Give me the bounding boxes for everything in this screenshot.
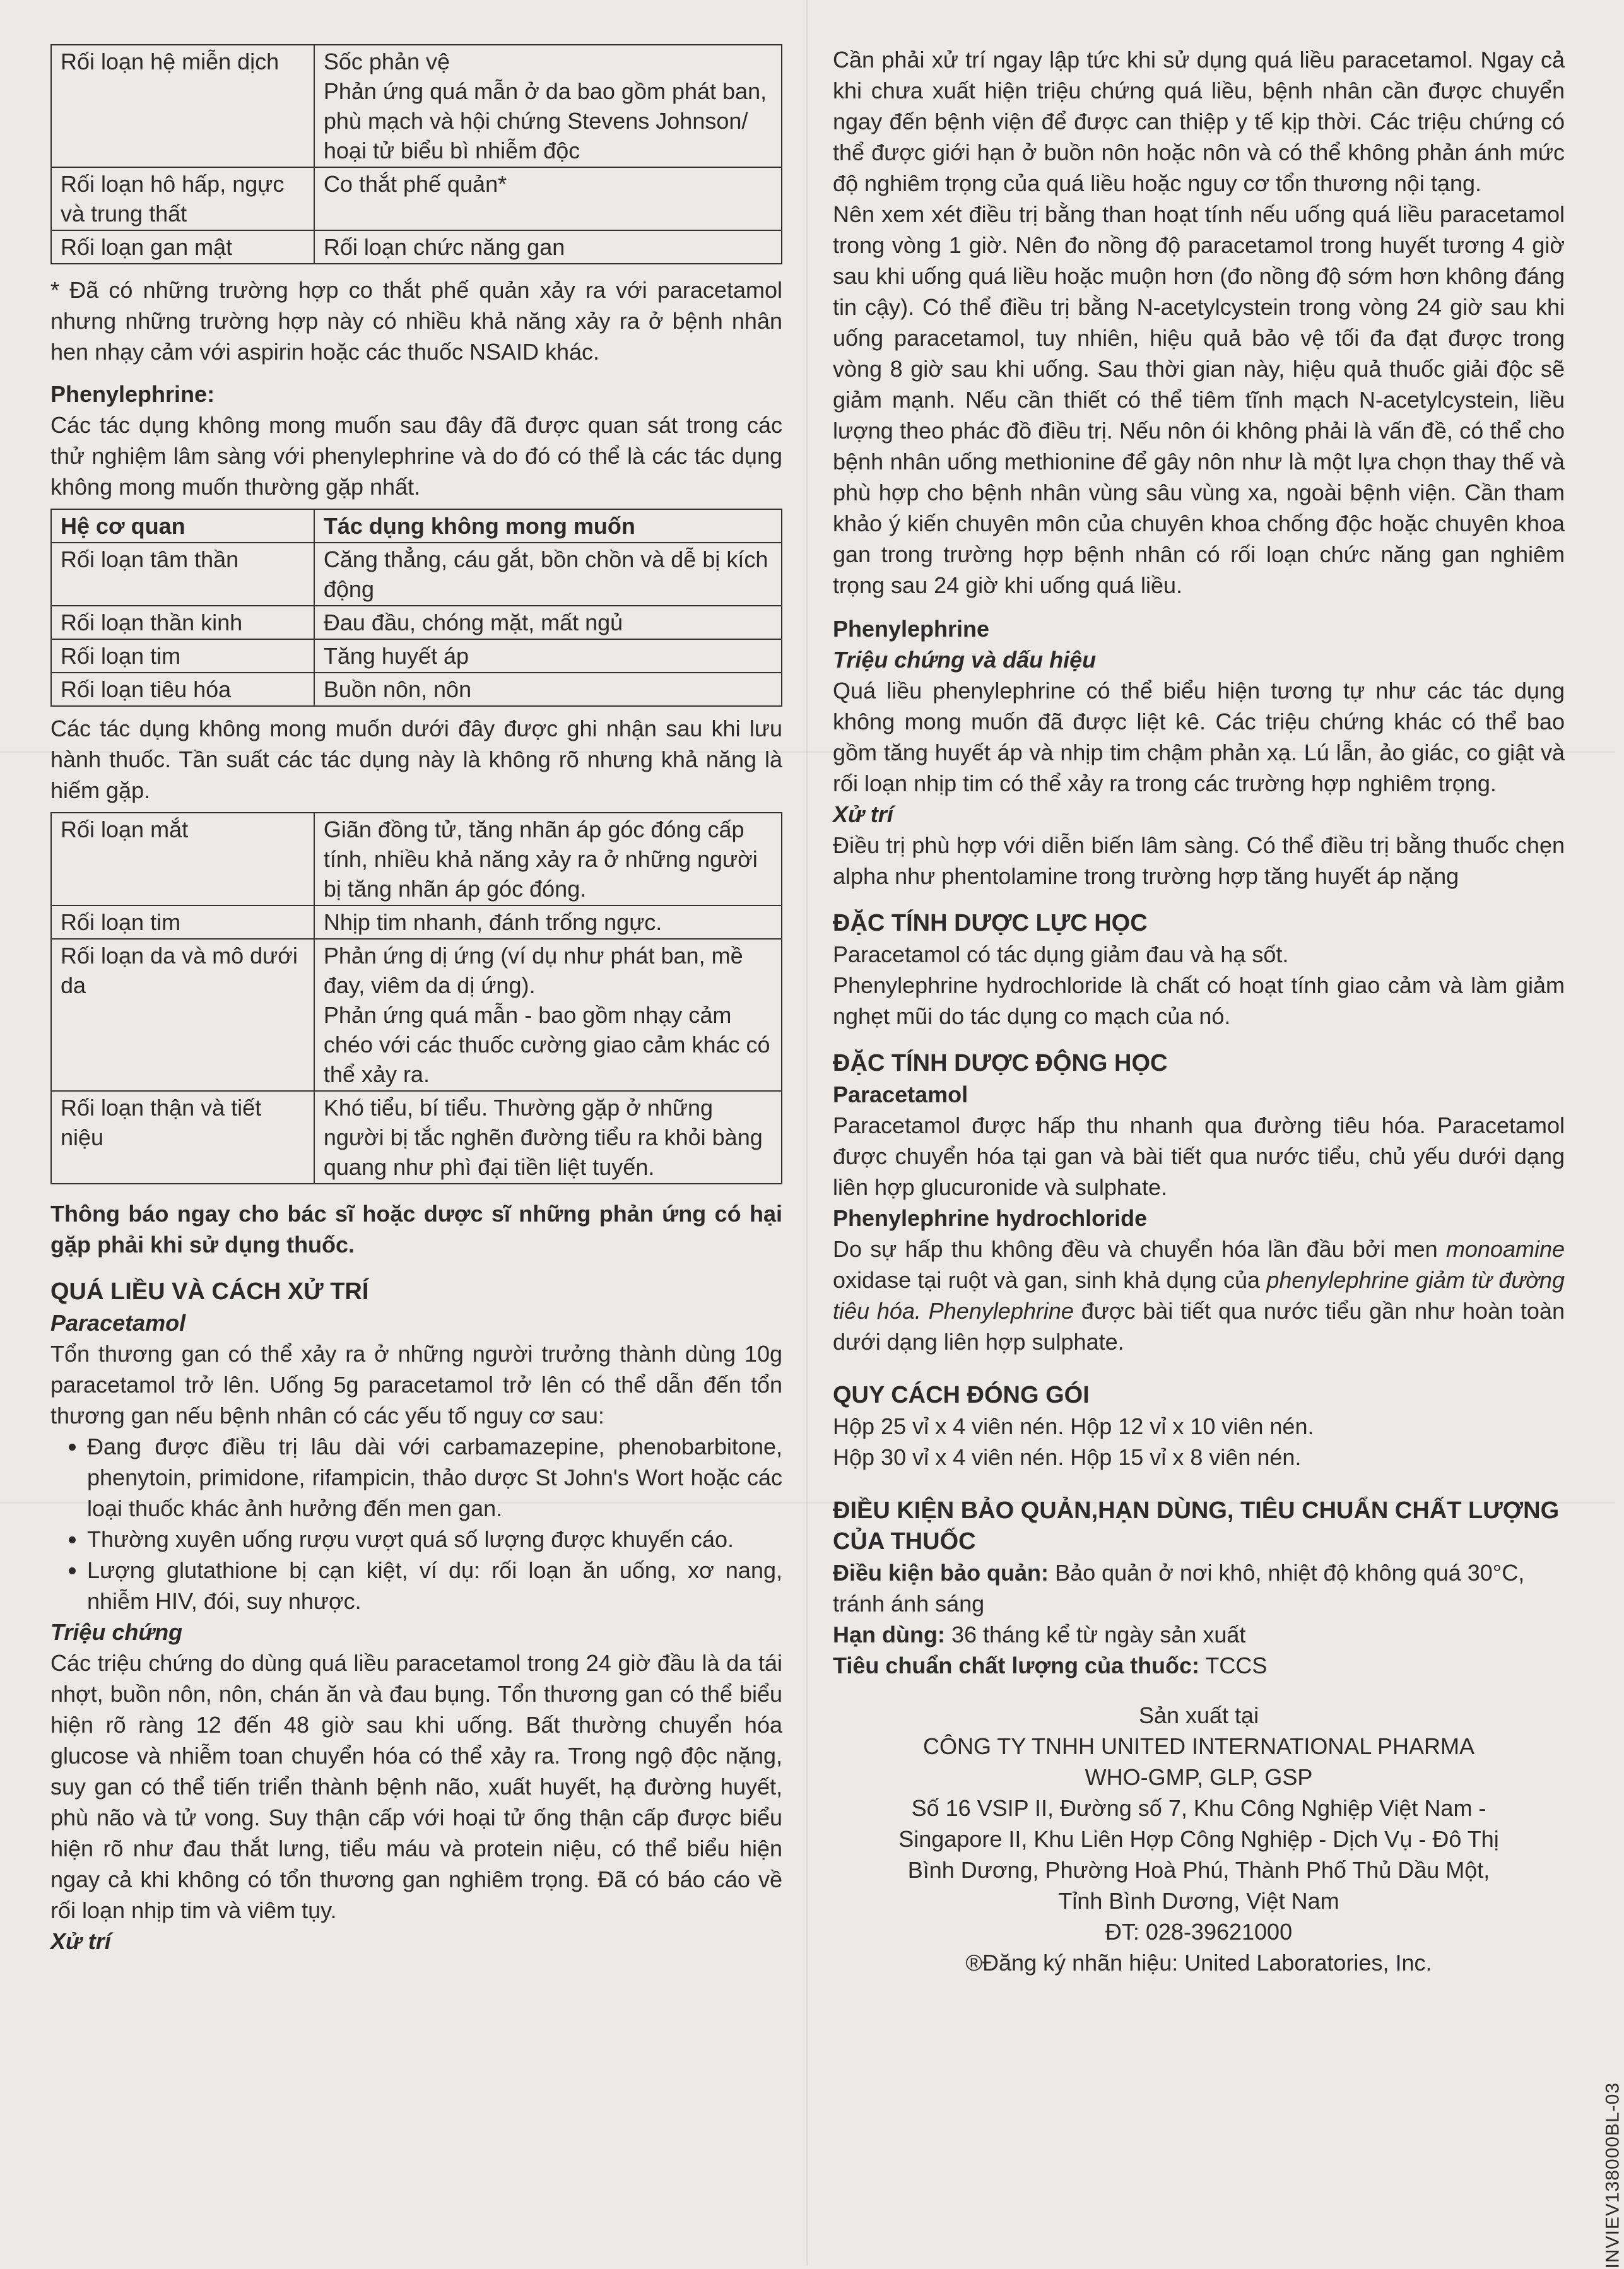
- overdose-management-text-1: Cần phải xử trí ngay lập tức khi sử dụng quá liều paracetamol. Ngay cả khi chưa xuất hiện triệu chứng quá liều, bệnh nhân cần được chuyển ngay đến bệnh viện để được can thiệp y tế kịp thời. Các triệu chứng có thể được giới hạn ở buồn nôn hoặc nôn và có thể không phản ánh mức độ nghiêm trọng của quá liều hoặc nguy cơ tổn thương nội tạng.: [833, 47, 1565, 196]
- table-row: [51, 673, 782, 706]
- effect-line: Phản ứng quá mẫn ở da bao gồm phát ban, phù mạch và hội chứng Stevens Johnson/ hoại tử biểu bì nhiễm độc: [323, 78, 767, 163]
- organ-cell: Rối loạn da và mô dưới da: [51, 939, 314, 1091]
- list-item: • Đang được điều trị lâu dài với carbamazepine, phenobarbitone, phenytoin, primidone, rifampicin, thảo dược St John's Wort hoặc các loại thuốc khác ảnh hưởng đến men gan.: [87, 1431, 782, 1524]
- effect-cell: Rối loạn chức năng gan: [314, 230, 782, 264]
- shelf-life: [833, 1619, 1565, 1650]
- table-row: [51, 167, 782, 230]
- packaging-line: Hộp 25 vỉ x 4 viên nén. Hộp 12 vỉ x 10 viên nén.: [833, 1413, 1314, 1439]
- trademark-note: ®Đăng ký nhãn hiệu: United Laboratories, Inc.: [965, 1950, 1432, 1976]
- field-value: TCCS: [1205, 1653, 1268, 1678]
- storage-heading: ĐIỀU KIỆN BẢO QUẢN,HẠN DÙNG, TIÊU CHUẨN CHẤT LƯỢNG CỦA THUỐC: [833, 1497, 1560, 1555]
- pharmacokinetics-heading: ĐẶC TÍNH DƯỢC ĐỘNG HỌC: [833, 1050, 1168, 1076]
- organ-cell: Rối loạn tâm thần: [51, 543, 314, 606]
- effect-cell: Nhịp tim nhanh, đánh trống ngực.: [314, 905, 782, 939]
- effect-cell: Co thắt phế quản*: [314, 167, 782, 230]
- manufacturer-address-line: Singapore II, Khu Liên Hợp Công Nghiệp - Dịch Vụ - Đô Thị: [898, 1826, 1499, 1852]
- manufacturer-address-line: Tỉnh Bình Dương, Việt Nam: [1058, 1888, 1339, 1914]
- pharmacodynamics-text-2: Phenylephrine hydrochloride là chất có hoạt tính giao cảm và làm giảm nghẹt mũi do tác dụng co mạch của nó.: [833, 972, 1565, 1029]
- field-value: 36 tháng kể từ ngày sản xuất: [951, 1622, 1246, 1647]
- document-code: INVIEV138000BL-03: [1603, 2082, 1623, 2269]
- manufacturer-label: Sản xuất tại: [1138, 1702, 1259, 1728]
- overdose-heading: QUÁ LIỀU VÀ CÁCH XỬ TRÍ: [50, 1278, 369, 1305]
- phenylephrine-signs-subheading: Triệu chứng và dấu hiệu: [833, 647, 1097, 673]
- field-label: Hạn dùng:: [833, 1622, 945, 1647]
- pharmacodynamics-heading: ĐẶC TÍNH DƯỢC LỰC HỌC: [833, 910, 1148, 936]
- organ-cell: Rối loạn tim: [51, 639, 314, 673]
- pk-paracetamol-text: Paracetamol được hấp thu nhanh qua đường tiêu hóa. Paracetamol được chuyển hóa tại gan và bài tiết qua nước tiểu, chủ yếu dưới dạng liên hợp glucuronide và sulphate.: [833, 1112, 1565, 1200]
- effect-line: Phản ứng dị ứng (ví dụ như phát ban, mề đay, viêm da dị ứng).: [323, 943, 743, 998]
- table-row: [51, 606, 782, 639]
- organ-cell: Rối loạn tim: [51, 905, 314, 939]
- manufacturer-phone: ĐT: 028-39621000: [1105, 1919, 1293, 1945]
- pk-paracetamol-heading: Paracetamol: [833, 1081, 968, 1107]
- postmarketing-adverse-table: [50, 812, 782, 1184]
- text-run: được bài tiết qua nước tiểu gần như hoàn toàn dưới dạng liên hợp sulphate.: [833, 1298, 1565, 1355]
- symptoms-text: Các triệu chứng do dùng quá liều paracetamol trong 24 giờ đầu là da tái nhợt, buồn nôn, nôn, chán ăn và đau bụng. Tổn thương gan có thể biểu hiện rõ ràng 12 đến 48 giờ sau khi uống. Bất thường chuyển hóa glucose và nhiễm toan chuyển hóa có thể xảy ra. Trong ngộ độc nặng, suy gan có thể tiến triển thành bệnh não, xuất huyết, hạ đường huyết, phù não và tử vong. Suy thận cấp với hoại tử ống thận cấp được biểu hiện rõ như đau thắt lưng, tiểu máu và protein niệu, có thể biểu hiện ngay cả khi không có tổn thương gan nghiêm trọng. Đã có báo cáo về rối loạn nhịp tim và viêm tụy.: [50, 1650, 782, 1923]
- packaging-heading: QUY CÁCH ĐÓNG GÓI: [833, 1382, 1090, 1408]
- effect-cell: [314, 45, 782, 167]
- manufacturer-certifications: WHO-GMP, GLP, GSP: [1085, 1764, 1313, 1790]
- management-subheading: Xử trí: [50, 1928, 111, 1954]
- table-row: [51, 939, 782, 1091]
- effect-cell: Đau đầu, chóng mặt, mất ngủ: [314, 606, 782, 639]
- report-notice: Thông báo ngay cho bác sĩ hoặc dược sĩ những phản ứng có hại gặp phải khi sử dụng thuốc.: [50, 1201, 782, 1258]
- phenylephrine-management-text: Điều trị phù hợp với diễn biến lâm sàng. Có thể điều trị bằng thuốc chẹn alpha như phentolamine trong trường hợp tăng huyết áp nặng: [833, 832, 1565, 889]
- storage-condition: [833, 1557, 1565, 1619]
- paper-fold-vertical: [806, 0, 808, 2266]
- manufacturer-address-line: Bình Dương, Phường Hoà Phú, Thành Phố Thủ Dầu Một,: [907, 1857, 1490, 1883]
- manufacturer-block: [833, 1700, 1565, 1978]
- effect-cell: [314, 939, 782, 1091]
- organ-cell: Rối loạn thận và tiết niệu: [51, 1091, 314, 1184]
- symptoms-subheading: Triệu chứng: [50, 1619, 183, 1645]
- field-label: Điều kiện bảo quản:: [833, 1560, 1049, 1586]
- table-row: [51, 639, 782, 673]
- phenylephrine-intro: Các tác dụng không mong muốn sau đây đã được quan sát trong các thử nghiệm lâm sàng với phenylephrine và do đó có thể là các tác dụng không mong muốn thường gặp nhất.: [50, 412, 782, 500]
- table-row: [51, 813, 782, 905]
- phenylephrine-signs-text: Quá liều phenylephrine có thể biểu hiện tương tự như các tác dụng không mong muốn đã được liệt kê. Các triệu chứng khác có thể bao gồm tăng huyết áp và nhịp tim chậm phản xạ. Lú lẫn, ảo giác, co giật và rối loạn nhịp tim có thể xảy ra trong các trường hợp nghiêm trọng.: [833, 678, 1565, 796]
- text-run: monoamine: [1445, 1236, 1565, 1262]
- pk-phenylephrine-text: [833, 1234, 1565, 1357]
- effect-cell: Tăng huyết áp: [314, 639, 782, 673]
- phenylephrine-overdose-heading: Phenylephrine: [833, 616, 990, 642]
- text-run: phenylephrine giảm từ đường tiêu hóa. Phenylephrine: [833, 1267, 1565, 1324]
- organ-cell: Rối loạn hô hấp, ngực và trung thất: [51, 167, 314, 230]
- manufacturer-address-line: Số 16 VSIP II, Đường số 7, Khu Công Nghiệp Việt Nam -: [911, 1795, 1486, 1821]
- effect-cell: Giãn đồng tử, tăng nhãn áp góc đóng cấp tính, nhiều khả năng xảy ra ở những người bị tăng nhãn áp góc đóng.: [314, 813, 782, 905]
- pharmacodynamics-text-1: Paracetamol có tác dụng giảm đau và hạ sốt.: [833, 941, 1289, 967]
- list-item: • Thường xuyên uống rượu vượt quá số lượng được khuyến cáo.: [87, 1524, 782, 1555]
- text-run: oxidase tại ruột và gan, sinh khả dụng của: [833, 1267, 1267, 1293]
- effect-cell: Khó tiểu, bí tiểu. Thường gặp ở những người bị tắc nghẽn đường tiểu ra khỏi bàng quang như phì đại tiền liệt tuyến.: [314, 1091, 782, 1184]
- column-header: Hệ cơ quan: [51, 509, 314, 543]
- overdose-management-text-2: Nên xem xét điều trị bằng than hoạt tính nếu uống quá liều paracetamol trong vòng 1 giờ. Nên đo nồng độ paracetamol trong huyết tương 4 giờ sau khi uống quá liều hoặc muộn hơn (đo nồng độ sớm hơn không đáng tin cậy). Có thể điều trị bằng N-acetylcystein trong vòng 24 giờ sau khi uống paracetamol, tuy nhiên, hiệu quả bảo vệ tối đa đạt được trong vòng 8 giờ sau khi uống. Sau thời gian này, hiệu quả thuốc giải độc sẽ giảm mạnh. Nếu cần thiết có thể tiêm tĩnh mạch N-acetylcystein, liều lượng theo phác đồ điều trị. Nếu nôn ói không phải là vấn đề, có thể cho bệnh nhân uống methionine để gây nôn như là một lựa chọn thay thế và phù hợp cho bệnh nhân vùng sâu vùng xa, ngoài bệnh viện. Cần tham khảo ý kiến chuyên môn của chuyên khoa chống độc hoặc chuyên khoa gan trong trường hợp bệnh nhân có rối loạn chức năng gan nghiêm trọng sau 24 giờ khi uống quá liều.: [833, 201, 1565, 598]
- immune-adverse-table: [50, 44, 782, 264]
- effect-cell: Buồn nôn, nôn: [314, 673, 782, 706]
- left-column: [50, 44, 782, 1957]
- organ-cell: Rối loạn tiêu hóa: [51, 673, 314, 706]
- field-value: Bảo quản ở nơi khô, nhiệt độ không quá 30°C, tránh ánh sáng: [833, 1560, 1525, 1617]
- overdose-paracetamol-subheading: Paracetamol: [50, 1310, 186, 1336]
- organ-cell: Rối loạn mắt: [51, 813, 314, 905]
- effect-line: Phản ứng quá mẫn - bao gồm nhạy cảm chéo với các thuốc cường giao cảm khác có thể xảy ra.: [323, 1002, 770, 1087]
- postmarketing-intro: Các tác dụng không mong muốn dưới đây được ghi nhận sau khi lưu hành thuốc. Tần suất các tác dụng này là không rõ nhưng khả năng là hiếm gặp.: [50, 716, 782, 803]
- column-header: Tác dụng không mong muốn: [314, 509, 782, 543]
- table-row: [51, 905, 782, 939]
- organ-cell: Rối loạn thần kinh: [51, 606, 314, 639]
- right-column: [833, 44, 1565, 1978]
- bronchospasm-footnote: * Đã có những trường hợp co thắt phế quản xảy ra với paracetamol nhưng những trường hợp này có nhiều khả năng xảy ra ở bệnh nhân hen nhạy cảm với aspirin hoặc các thuốc NSAID khác.: [50, 277, 782, 365]
- effect-cell: Căng thẳng, cáu gắt, bồn chồn và dễ bị kích động: [314, 543, 782, 606]
- quality-standard: [833, 1650, 1565, 1681]
- phenylephrine-management-subheading: Xử trí: [833, 801, 893, 827]
- organ-cell: Rối loạn hệ miễn dịch: [51, 45, 314, 167]
- risk-factor-list: [50, 1431, 782, 1617]
- table-row: [51, 543, 782, 606]
- organ-cell: Rối loạn gan mật: [51, 230, 314, 264]
- packaging-line: Hộp 30 vỉ x 4 viên nén. Hộp 15 vỉ x 8 viên nén.: [833, 1444, 1302, 1470]
- list-item: • Lượng glutathione bị cạn kiệt, ví dụ: rối loạn ăn uống, xơ nang, nhiễm HIV, đói, suy nhược.: [87, 1555, 782, 1617]
- overdose-text: Tổn thương gan có thể xảy ra ở những người trưởng thành dùng 10g paracetamol trở lên. Uống 5g paracetamol trở lên có thể dẫn đến tổn thương gan nếu bệnh nhân có các yếu tố nguy cơ sau:: [50, 1341, 782, 1429]
- table-row: [51, 45, 782, 167]
- phenylephrine-heading: Phenylephrine:: [50, 381, 215, 407]
- table-header-row: [51, 509, 782, 543]
- pk-phenylephrine-heading: Phenylephrine hydrochloride: [833, 1205, 1148, 1231]
- text-run: Do sự hấp thu không đều và chuyển hóa lần đầu bởi men: [833, 1236, 1446, 1262]
- table-row: [51, 230, 782, 264]
- field-label: Tiêu chuẩn chất lượng của thuốc:: [833, 1653, 1200, 1678]
- phenylephrine-adverse-table: [50, 509, 782, 707]
- table-row: [51, 1091, 782, 1184]
- manufacturer-company: CÔNG TY TNHH UNITED INTERNATIONAL PHARMA: [922, 1733, 1475, 1759]
- effect-line: Sốc phản vệ: [323, 49, 450, 74]
